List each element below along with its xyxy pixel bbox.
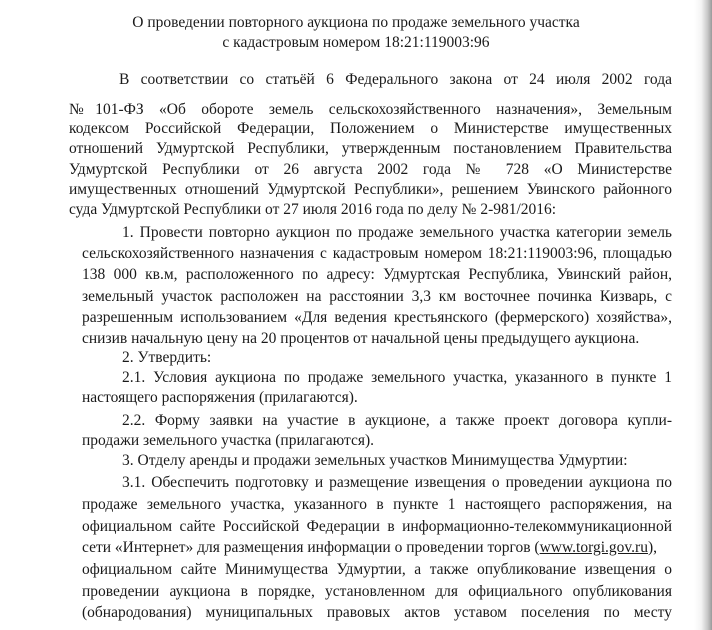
- body-line-22: официальном сайте Российской Федерации в информационно-телекоммуникационной: [82, 518, 672, 535]
- body-line-26: (обнародования) муниципальных правовых актов уставом поселения по месту: [82, 604, 672, 621]
- body-line-18: продажи земельного участка (прилагаются).: [82, 432, 374, 449]
- body-line-14: 2. Утвердить:: [122, 349, 212, 366]
- body-line-4: отношений Удмуртской Республики, утвержденным постановлением Правительства: [69, 140, 672, 157]
- body-line-15: 2.1. Условия аукциона по продаже земельного участка, указанного в пункте 1: [122, 369, 672, 386]
- body-line-6: имущественных отношений Удмуртской Республики», решением Увинского районного: [69, 181, 672, 198]
- body-line-17: 2.2. Форму заявки на участие в аукционе, а также проект договора купли-: [122, 412, 672, 429]
- body-line-13: снизив начальную цену на 20 процентов от начальной цены предыдущего аукциона.: [82, 330, 640, 347]
- document-title-line-1: О проведении повторного аукциона по продаже земельного участка: [132, 14, 580, 31]
- body-line-20: 3.1. Обеспечить подготовку и размещение извещения о проведении аукциона по: [122, 474, 672, 491]
- body-line-23-suffix: ),: [647, 539, 658, 556]
- body-line-7: суда Удмуртской Республики от 27 июля 2016 года по делу № 2-981/2016:: [69, 201, 557, 218]
- body-line-10: 138 000 кв.м, расположенного по адресу: Удмуртская Республика, Увинский район,: [82, 266, 672, 283]
- body-line-1: В соответствии со статьёй 6 Федерального закона от 24 июля 2002 года: [119, 71, 672, 88]
- body-line-9: сельскохозяйственного назначения с кадастровым номером 18:21:119003:96, площадью: [82, 245, 672, 262]
- body-line-23: [82, 539, 657, 557]
- torgi-link[interactable]: www.torgi.gov.ru: [539, 539, 648, 556]
- body-line-3: кодексом Российской Федерации, Положением о Министерстве имущественных: [69, 120, 672, 137]
- body-line-19: 3. Отделу аренды и продажи земельных участков Минимущества Удмуртии:: [122, 452, 628, 469]
- body-line-24: официальном сайте Минимущества Удмуртии, а также опубликование извещения о: [82, 561, 672, 578]
- body-line-23-text: сети «Интернет» для размещения информации о проведении торгов (: [82, 539, 540, 556]
- body-line-12: разрешенным использованием «Для ведения крестьянского (фермерского) хозяйства»,: [82, 309, 672, 326]
- body-line-8: 1. Провести повторно аукцион по продаже земельного участка категории земель: [122, 224, 672, 241]
- body-line-25: проведении аукциона в порядке, установленном для официального опубликования: [82, 583, 672, 600]
- body-line-21: продаже земельного участка, указанного в пункте 1 настоящего распоряжения, на: [82, 496, 672, 513]
- body-line-5: Удмуртской Республики от 26 августа 2002 года № 728 «О Министерстве: [69, 161, 672, 178]
- body-line-16: настоящего распоряжения (прилагаются).: [82, 389, 358, 406]
- document-title-line-2: с кадастровым номером 18:21:119003:96: [222, 34, 490, 51]
- body-line-11: земельный участок расположен на расстоянии 3,3 км восточнее починка Кизварь, с: [82, 288, 672, 305]
- page-edge-shadow: [694, 0, 712, 630]
- body-line-2: №101-ФЗ «Об обороте земель сельскохозяйственного назначения», Земельным: [69, 101, 672, 118]
